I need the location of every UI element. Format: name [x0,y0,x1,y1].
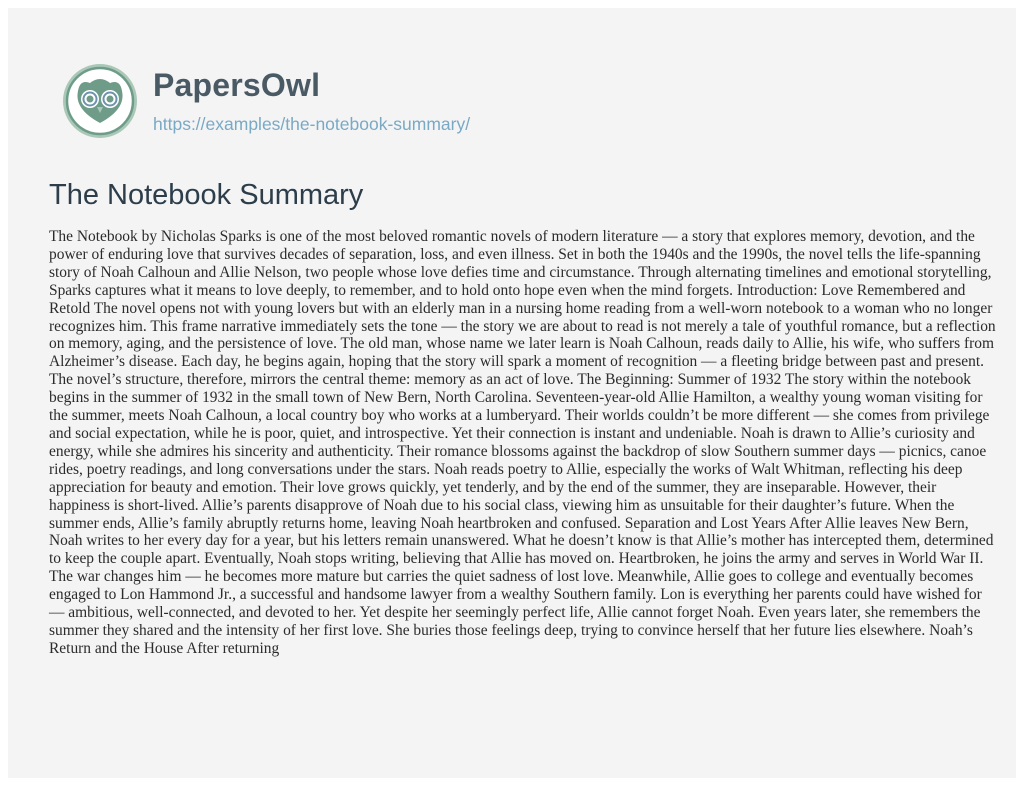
brand-name[interactable]: PapersOwl [153,67,321,103]
site-header [60,61,660,141]
page-title: The Notebook Summary [49,179,364,211]
page-url[interactable]: https://examples/the-notebook-summary/ [153,114,471,134]
owl-face-icon [60,61,140,141]
page [8,8,1016,778]
article-body: The Notebook by Nicholas Sparks is one of the most beloved romantic novels of modern literature — a story that explores memory, devotion, and the power of enduring love that survives decades of separation, loss, and even illness. Set in both the 1940s and the 1990s, the novel tells the life-spanning story of Noah Calhoun and Allie Nelson, two people whose love defies time and circumstance. Through alternating timelines and emotional storytelling, Sparks captures what it means to love deeply, to remember, and to hold onto hope even when the mind forgets. Introduction: Love Remembered and Retold The novel opens not with young lovers but with an elderly man in a nursing home reading from a well-worn notebook to a woman who no longer recognizes him. This frame narrative immediately sets the tone — the story we are about to read is not merely a tale of youthful romance, but a reflection on memory, aging, and the persistence of love. The old man, whose name we later learn is Noah Calhoun, reads daily to Allie, his wife, who suffers from Alzheimer’s disease. Each day, he begins again, hoping that the story will spark a moment of recognition — a fleeting bridge between past and present. The novel’s structure, therefore, mirrors the central theme: memory as an act of love. The Beginning: Summer of 1932 The story within the notebook begins in the summer of 1932 in the small town of New Bern, North Carolina. Seventeen-year-old Allie Hamilton, a wealthy young woman visiting for the summer, meets Noah Calhoun, a local country boy who works at a lumberyard. Their worlds couldn’t be more different — she comes from privilege and social expectation, while he is poor, quiet, and introspective. Yet their connection is instant and undeniable. Noah is drawn to Allie’s curiosity and energy, while she admires his sincerity and authenticity. Their romance blossoms against the backdrop of slow Southern summer days — picnics, canoe rides, poetry readings, and long conversations under the stars. Noah reads poetry to Allie, especially the works of Walt Whitman, reflecting his deep appreciation for beauty and emotion. Their love grows quickly, yet tenderly, and by the end of the summer, they are inseparable. However, their happiness is short-lived. Allie’s parents disapprove of Noah due to his social class, viewing him as unsuitable for their daughter’s future. When the summer ends, Allie’s family abruptly returns home, leaving Noah heartbroken and confused. Separation and Lost Years After Allie leaves New Bern, Noah writes to her every day for a year, but his letters remain unanswered. What he doesn’t know is that Allie’s mother has intercepted them, determined to keep the couple apart. Eventually, Noah stops writing, believing that Allie has moved on. Heartbroken, he joins the army and serves in World War II. The war changes him — he becomes more mature but carries the quiet sadness of lost love. Meanwhile, Allie goes to college and eventually becomes engaged to Lon Hammond Jr., a successful and handsome lawyer from a wealthy Southern family. Lon is everything her parents could have wished for — ambitious, well-connected, and devoted to her. Yet despite her seemingly perfect life, Allie cannot forget Noah. Even years later, she remembers the summer they shared and the intensity of her first love. She buries those feelings deep, trying to convince herself that her future lies elsewhere. Noah’s Return and the House After returning [49,228,996,657]
